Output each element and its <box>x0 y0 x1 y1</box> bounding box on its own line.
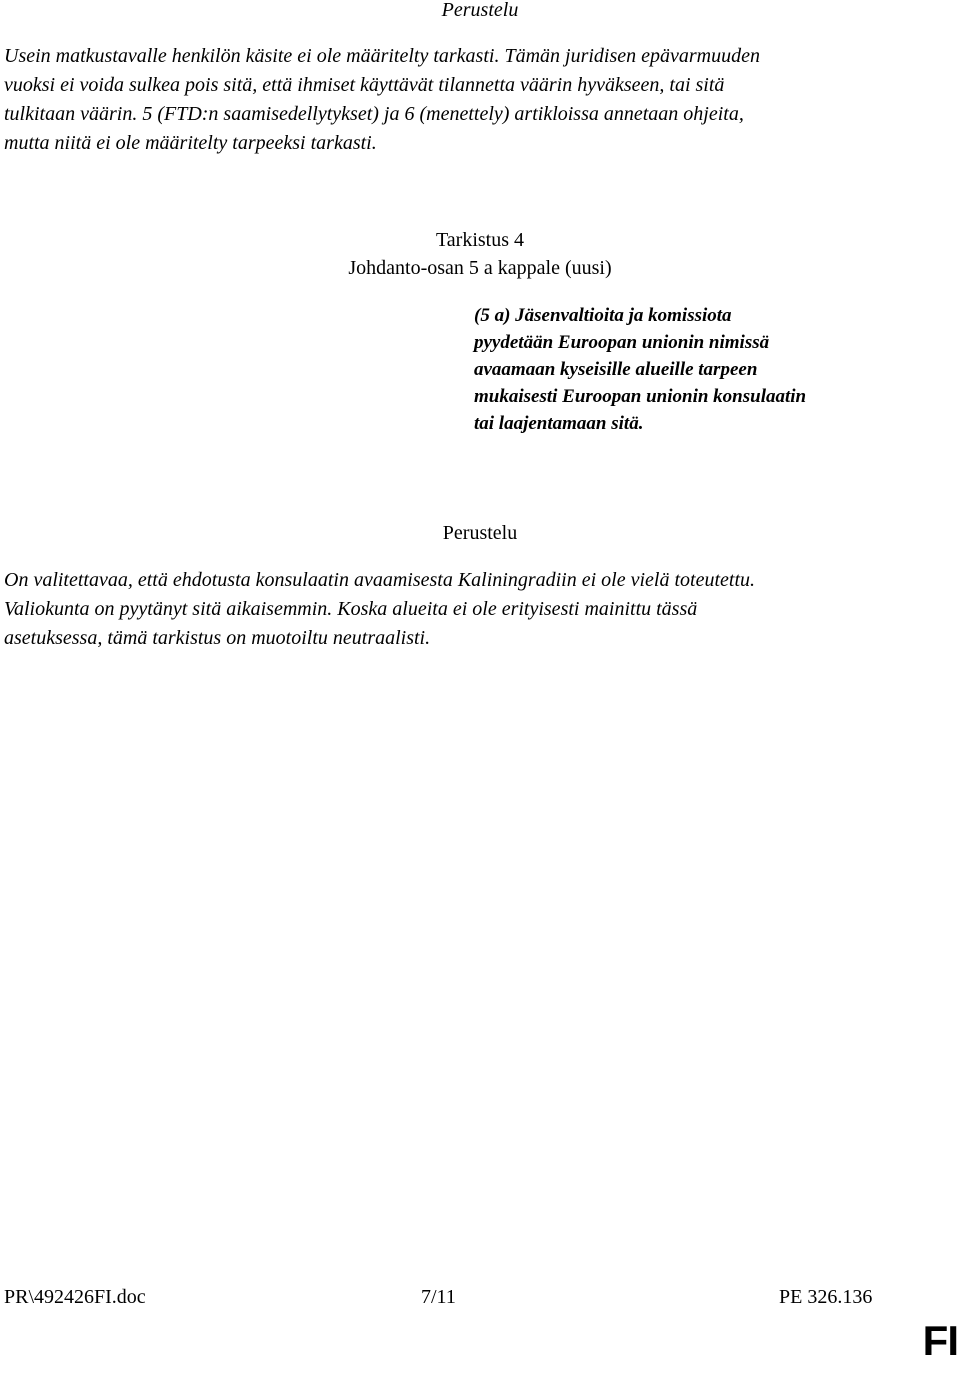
amendment-text-line: mukaisesti Euroopan unionin konsulaatin <box>474 386 807 407</box>
amendment-text <box>474 302 934 437</box>
paragraph-line: tulkitaan väärin. 5 (FTD:n saamisedellytykset) ja 6 (menettely) artikloissa annetaan ohjeita, <box>4 103 744 125</box>
amendment-text-line: (5 a) Jäsenvaltioita ja komissiota <box>474 305 732 326</box>
paragraph-line: Usein matkustavalle henkilön käsite ei ole määritelty tarkasti. Tämän juridisen epävarmuuden <box>4 45 760 67</box>
amendment-text-line: pyydetään Euroopan unionin nimissä <box>474 332 770 353</box>
amendment-text-line: tai laajentamaan sitä. <box>474 413 644 434</box>
paragraph-line: vuoksi ei voida sulkea pois sitä, että ihmiset käyttävät tilannetta väärin hyväkseen, tai sitä <box>4 74 725 96</box>
justification-heading-2: Perustelu <box>442 522 518 544</box>
footer-pe-ref: PE 326.136 <box>779 1286 873 1308</box>
paragraph-line: asetuksessa, tämä tarkistus on muotoiltu neutraalisti. <box>4 627 431 649</box>
paragraph-line: Valiokunta on pyytänyt sitä aikaisemmin. Koska alueita ei ole erityisesti mainittu tässä <box>4 598 698 620</box>
paragraph-line: mutta niitä ei ole määritelty tarpeeksi tarkasti. <box>4 132 377 154</box>
amendment-subtitle: Johdanto-osan 5 a kappale (uusi) <box>348 257 612 279</box>
justification-paragraph-1 <box>4 42 894 158</box>
footer-page-number: 7/11 <box>421 1286 456 1308</box>
amendment-text-line: avaamaan kyseisille alueille tarpeen <box>474 359 758 380</box>
justification-paragraph-2 <box>4 566 894 653</box>
amendment-title: Tarkistus 4 <box>435 229 525 251</box>
footer-doc-ref: PR\492426FI.doc <box>4 1286 146 1308</box>
language-code: FI <box>922 1317 958 1364</box>
paragraph-line: On valitettavaa, että ehdotusta konsulaatin avaamisesta Kaliningradiin ei ole vielä toteutettu. <box>4 569 756 591</box>
justification-heading-1: Perustelu <box>441 0 519 21</box>
